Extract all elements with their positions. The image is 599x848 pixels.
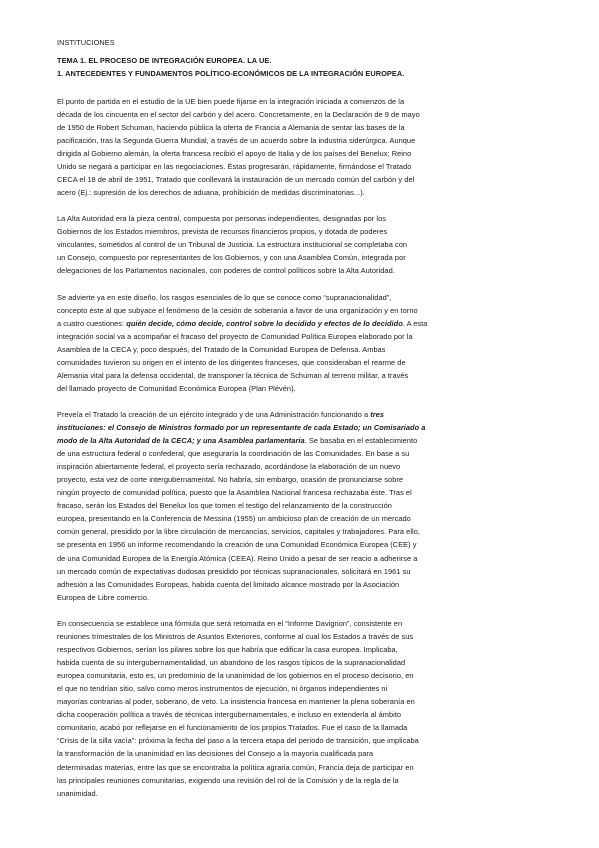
plain-text: Preveía el Tratado la creación de un ejército integrado y de una Administración funcionando a: [57, 410, 371, 419]
paragraph-line: [57, 317, 527, 330]
paragraph-line: integración social va a acompañar el fracaso del proyecto de Comunidad Política Europea elaborado por la: [57, 332, 413, 342]
emphasis-line: instituciones: el Consejo de Ministros formado por un representante de cada Estado; un Comisariado a: [57, 423, 426, 433]
paragraph-line: Alemania vital para la defensa occidental, de transponer la técnica de Schuman al terreno militar, a través: [57, 371, 409, 381]
paragraph-1: [57, 95, 527, 199]
paragraph-line: mayorías contrarias al poder, soberano, de veto. La insistencia francesa en mantener la plena soberanía en: [57, 697, 415, 707]
paragraph-line: las principales reuniones comunitarias, exigiendo una revisión del rol de la Comisión y de la regla de la: [57, 775, 399, 785]
paragraph-line: de una Comunidad Europea de la Energía Atómica (CEEA). Reino Unido a pesar de ser reacio a adherirse a: [57, 553, 418, 563]
paragraph-line: respectivos Gobiernos, serían los pilares sobre los que habría que edificar la casa europea. Implicaba,: [57, 645, 398, 655]
plain-text: . A esta: [402, 319, 428, 329]
paragraph-line: acero (Ej.: supresión de los derechos de aduana, prohibición de medidas discriminatorias...).: [57, 188, 365, 198]
paragraph-line: “Crisis de la silla vacía”: próxima la fecha del paso a la tercera etapa del periodo de transición, que implicaba: [57, 736, 419, 746]
paragraph-line: europea comunitaria, esto es, un predominio de la unanimidad de los gobiernos en el proceso decisorio, en: [57, 671, 414, 681]
paragraph-3: [57, 291, 527, 395]
paragraph-line: concepto éste al que subyace el fenómeno de la cesión de soberanía a favor de una organización y en torno: [57, 306, 418, 316]
plain-text: . Se basaba en el establecimiento: [304, 436, 418, 446]
document-header: [57, 36, 527, 49]
headings: [57, 54, 527, 80]
paragraph-line: de una estructura federal o confederal, que aseguraría la coordinación de las Comunidades. En base a su: [57, 449, 410, 459]
paragraph-line: habida cuenta de su intergubernamentalidad, un abandono de los rasgos típicos de la supranacionalidad: [57, 658, 406, 668]
paragraph-line: [57, 408, 527, 421]
paragraph-line: pacificación, tras la Segunda Guerra Mundial, a través de un acuerdo sobre la industria siderúrgica. Aunque: [57, 136, 416, 146]
paragraph-line: unanimidad.: [57, 788, 98, 798]
emphasis-text: modo de la Alta Autoridad de la CECA; y una Asamblea parlamentaria: [57, 436, 305, 446]
paragraph-line: Se advierte ya en este diseño, los rasgos esenciales de lo que se conoce como “supranacionalidad”,: [57, 293, 392, 302]
paragraph-line: determinadas materias, entre las que se encontraba la política agraria común, Francia deja de participar en: [57, 762, 414, 772]
paragraph-line: del llamado proyecto de Comunidad Económica Europea (Plan Plévén).: [57, 384, 296, 394]
paragraph-line: [57, 434, 527, 447]
paragraph-line: común general, presidido por la libre circulación de mercancías, servicios, capitales y trabajadores. Para ello,: [57, 527, 420, 537]
paragraph-line: vinculantes, sometidos al control de un Tribunal de Justicia. La estructura institucional se completaba con: [57, 240, 408, 250]
paragraph-line: En consecuencia se establece una fórmula que será retomada en el “Informe Davignon”, consistente en: [57, 619, 403, 628]
paragraph-line: se presenta en 1956 un informe recomendando la creación de una Comunidad Económica Europea (CEE) y: [57, 540, 417, 550]
paragraph-line: El punto de partida en el estudio de la UE bien puede fijarse en la integración iniciada a comienzos de la: [57, 97, 405, 106]
paragraph-line: fracaso, serán los Estados del Benelux los que tomen el testigo del relanzamiento de la construcción: [57, 501, 392, 511]
paragraph-line: adhesión a las Comunidades Europeas, habida cuenta del limitado alcance mostrado por la Asociación: [57, 579, 400, 589]
paragraph-line: inspiración abiertamente federal, el proyecto sería rechazado, acordándose la elaboración de un nuevo: [57, 462, 401, 472]
section-heading: 1. ANTECEDENTES Y FUNDAMENTOS POLÍTICO-ECONÓMICOS DE LA INTEGRACIÓN EUROPEA.: [57, 69, 405, 79]
paragraph-line: reuniones trimestrales de los Ministros de Asuntos Exteriores, conforme al cual los Estados a través de sus: [57, 632, 414, 642]
emphasis-text: quién decide, cómo decide, control sobre lo decidido y efectos de lo decidido: [126, 319, 403, 329]
paragraph-line: La Alta Autoridad era la pieza central, compuesta por personas independientes, designadas por los: [57, 214, 387, 223]
paragraph-line: Europea de Libre comercio.: [57, 592, 150, 602]
paragraph-line: Unido se negará a participar en las negociaciones. Éstas progresarán, rápidamente, firmándose el Tratado: [57, 162, 412, 172]
paragraph-line: ningún proyecto de comunidad política, puesto que la Asamblea Nacional francesa rechazaba éste. Tras el: [57, 488, 412, 498]
paragraph-line: Asamblea de la CECA y, poco después, del Tratado de la Comunidad Europea de Defensa. Ambas: [57, 345, 386, 355]
paragraph-2: [57, 212, 527, 277]
paragraph-line: dirigida al Gobierno alemán, la oferta francesa recibió el apoyo de Italia y de los países del Benelux; Reino: [57, 149, 412, 159]
plain-text: a cuatro cuestiones:: [57, 319, 127, 329]
paragraph-line: delegaciones de los Parlamentos nacionales, con poderes de control políticos sobre la Alta Autoridad.: [57, 266, 395, 276]
paragraph-line: CECA el 18 de abril de 1951, Tratado que conllevará la instauración de un mercado común del carbón y del: [57, 175, 415, 185]
paragraph-line: dicha cooperación política a través de técnicas intergubernamentales, e incluso en extenderla al ámbito: [57, 710, 402, 720]
paragraph-line: Gobiernos de los Estados miembros, prevista de recursos financieros propios, y dotada de poderes: [57, 227, 388, 237]
paragraph-line: comunitario, acabó por reflejarse en el funcionamiento de los propios Tratados. Fue el caso de la llamada: [57, 723, 408, 733]
paragraph-5: [57, 617, 527, 798]
paragraph-line: el que no tendrían sitio, salvo como meros instrumentos de ejecución, ni órganos independientes ni: [57, 684, 388, 694]
paragraph-line: europea, presentando en la Conferencia de Messina (1955) un ambicioso plan de creación de un mercado: [57, 514, 411, 524]
paragraph-line: la transformación de la unanimidad en las decisiones del Consejo a la mayoría cualificada para: [57, 749, 374, 759]
paragraph-4: [57, 408, 527, 604]
paragraph-line: de 1950 de Robert Schuman, haciendo pública la oferta de Francia a Alemania de sentar las bases de la: [57, 123, 405, 133]
paragraph-line: proyecto, esta vez de corte intergubernamental. No habría, sin embargo, ocasión de pronunciarse sobre: [57, 475, 404, 485]
paragraph-line: comunidades tuvieron su origen en el intento de los dirigentes franceses, que consideraban el rearme de: [57, 358, 406, 368]
paragraph-line: década de los cincuenta en el sector del carbón y del acero. Concretamente, en la Declaración de 9 de mayo: [57, 110, 420, 120]
tema-heading: TEMA 1. EL PROCESO DE INTEGRACIÓN EUROPEA. LA UE.: [57, 56, 272, 65]
paragraph-line: un mercado común de expectativas dudosas presidido por técnicas supranacionales, solicitará en 1961 su: [57, 566, 411, 576]
header-text: INSTITUCIONES: [57, 38, 115, 47]
paragraph-line: un Consejo, compuesto por representantes de los Gobiernos, y con una Asamblea Común, integrada por: [57, 253, 406, 263]
emphasis-text: tres: [370, 410, 385, 419]
